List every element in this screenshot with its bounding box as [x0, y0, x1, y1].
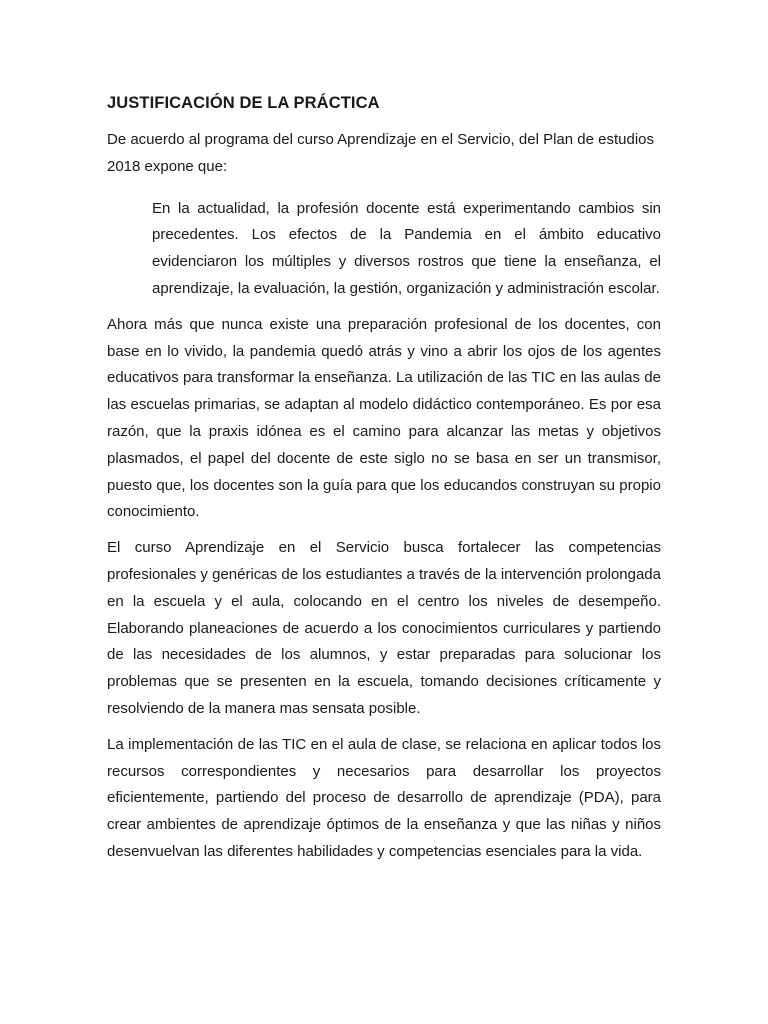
document-title: JUSTIFICACIÓN DE LA PRÁCTICA	[107, 94, 380, 112]
intro-paragraph: De acuerdo al programa del curso Aprendizaje en el Servicio, del Plan de estudios 2018 expone que:	[107, 131, 654, 175]
block-quote: En la actualidad, la profesión docente está experimentando cambios sin precedentes. Los efectos de la Pandemia en el ámbito educativo evidenciaron los múltiples y diversos rostros que tiene la enseñanza, el aprendizaje, la evaluación, la gestión, organización y administración escolar.	[152, 199, 661, 297]
body-paragraph-1: Ahora más que nunca existe una preparación profesional de los docentes, con base en lo vivido, la pandemia quedó atrás y vino a abrir los ojos de los agentes educativos para transformar la enseñanza. La utilización de las TIC en las aulas de las escuelas primarias, se adaptan al modelo didáctico contemporáneo. Es por esa razón, que la praxis idónea es el camino para alcanzar las metas y objetivos plasmados, el papel del docente de este siglo no se basa en ser un transmisor, puesto que, los docentes son la guía para que los educandos construyan su propio conocimiento.	[107, 315, 661, 521]
body-paragraph-3: La implementación de las TIC en el aula de clase, se relaciona en aplicar todos los recursos correspondientes y necesarios para desarrollar los proyectos eficientemente, partiendo del proceso de desarrollo de aprendizaje (PDA), para crear ambientes de aprendizaje óptimos de la enseñanza y que las niñas y niños desenvuelvan las diferentes habilidades y competencias esenciales para la vida.	[107, 735, 661, 860]
document-page	[107, 93, 661, 875]
body-paragraph-2: El curso Aprendizaje en el Servicio busca fortalecer las competencias profesionales y genéricas de los estudiantes a través de la intervención prolongada en la escuela y el aula, colocando en el centro los niveles de desempeño. Elaborando planeaciones de acuerdo a los conocimientos curriculares y partiendo de las necesidades de los alumnos, y estar preparadas para solucionar los problemas que se presenten en la escuela, tomando decisiones críticamente y resolviendo de la manera mas sensata posible.	[107, 539, 661, 717]
